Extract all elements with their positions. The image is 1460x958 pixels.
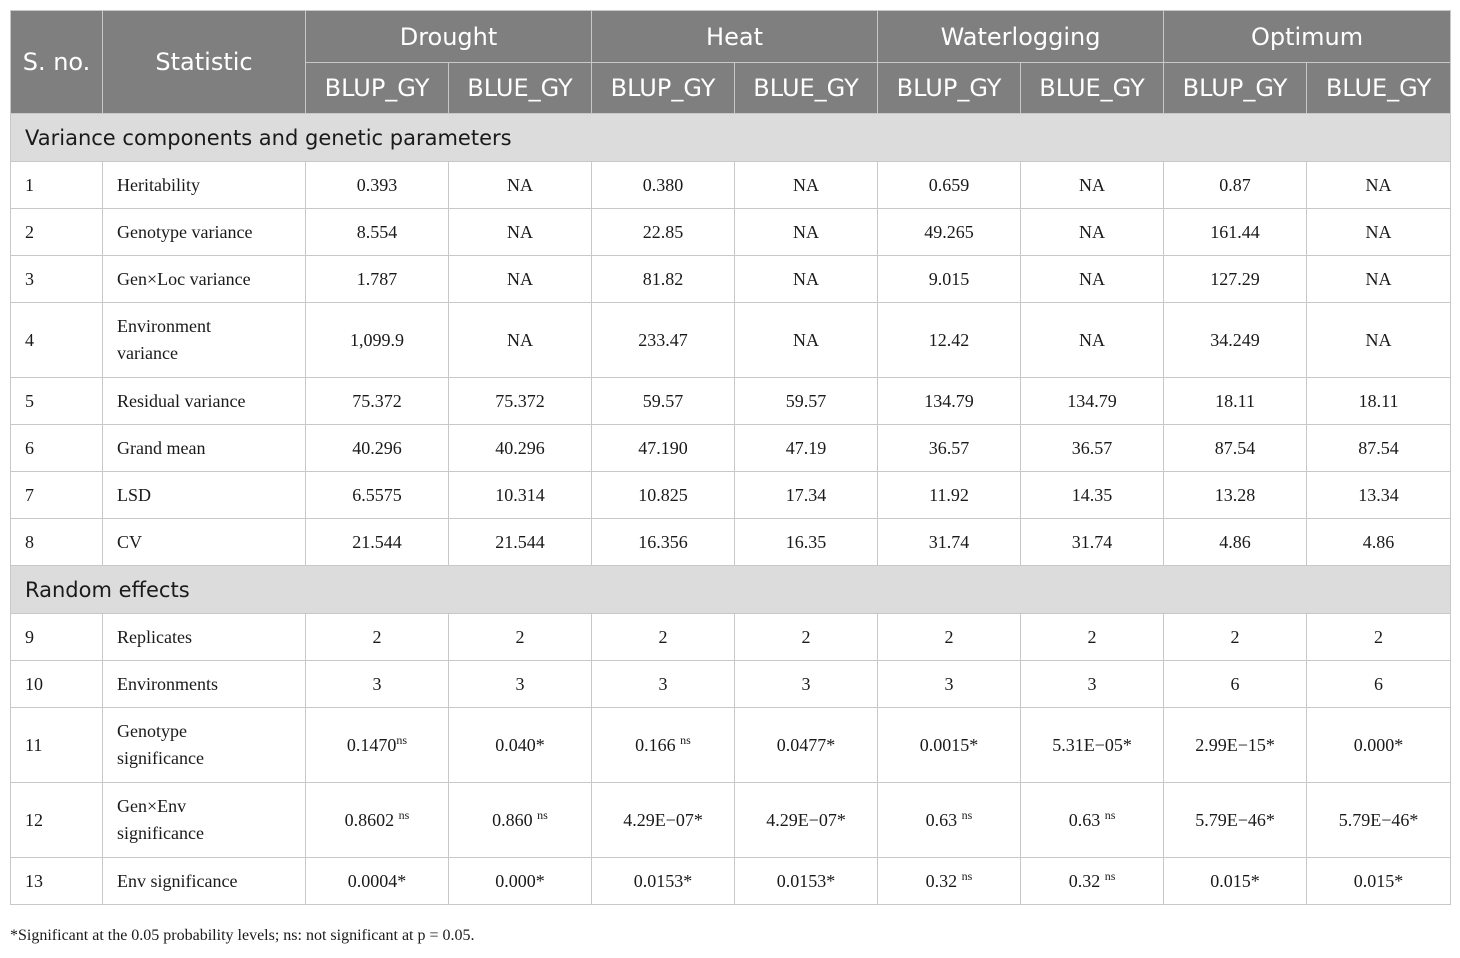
table-row <box>11 614 1451 661</box>
value-cell <box>1307 425 1451 472</box>
value-text: 2.99E−15* <box>1195 734 1275 755</box>
value-cell <box>449 783 592 858</box>
value-cell <box>1307 783 1451 858</box>
value-cell <box>449 661 592 708</box>
value-cell <box>449 378 592 425</box>
value-text: 16.356 <box>638 531 688 552</box>
value-text: 1.787 <box>356 268 398 289</box>
header-group-heat: Heat <box>592 11 878 63</box>
row-number: 6 <box>11 425 103 472</box>
value-cell <box>735 858 878 905</box>
value-text: 0.000* <box>495 870 545 891</box>
value-cell <box>592 519 735 566</box>
value-cell <box>449 425 592 472</box>
value-cell <box>592 708 735 783</box>
value-cell <box>1307 303 1451 378</box>
value-cell <box>592 303 735 378</box>
value-text: 4.86 <box>1362 531 1395 552</box>
statistics-table <box>10 10 1451 905</box>
significance-mark: ns <box>1104 868 1116 883</box>
subheader-cell: BLUE_GY <box>449 63 592 114</box>
value-cell <box>1307 661 1451 708</box>
value-cell <box>878 425 1021 472</box>
value-text: 36.57 <box>1071 437 1113 458</box>
row-statistic: Gen×Loc variance <box>103 256 306 303</box>
value-cell <box>735 708 878 783</box>
value-cell <box>306 472 449 519</box>
table-row <box>11 708 1451 783</box>
value-cell <box>449 614 592 661</box>
value-cell <box>306 425 449 472</box>
value-cell <box>306 661 449 708</box>
value-cell <box>1021 519 1164 566</box>
value-cell <box>1021 783 1164 858</box>
value-text: 3 <box>515 673 525 694</box>
value-text: 233.47 <box>638 329 688 350</box>
value-text: 2 <box>1230 626 1240 647</box>
value-text: 13.34 <box>1358 484 1399 505</box>
value-text: 0.015* <box>1353 870 1404 891</box>
value-text: 2 <box>1374 626 1384 647</box>
value-text: 18.11 <box>1215 390 1255 411</box>
value-text: NA <box>793 221 820 242</box>
value-text: 0.000* <box>1353 734 1404 755</box>
value-cell <box>1164 425 1307 472</box>
value-text: 0.0153* <box>633 870 693 891</box>
value-text: 0.0015* <box>919 734 979 755</box>
header-statistic: Statistic <box>103 11 306 114</box>
row-number: 13 <box>11 858 103 905</box>
value-text: 75.372 <box>352 390 402 411</box>
value-cell <box>735 783 878 858</box>
value-text: 6 <box>1374 673 1384 694</box>
value-text: 59.57 <box>642 390 684 411</box>
value-text: 31.74 <box>928 531 970 552</box>
subheader-cell: BLUP_GY <box>306 63 449 114</box>
significance-mark: ns <box>680 732 691 747</box>
value-text: 0.87 <box>1219 174 1251 195</box>
value-cell <box>1164 472 1307 519</box>
value-cell <box>1164 209 1307 256</box>
value-text: 10.314 <box>495 484 545 505</box>
value-cell <box>592 425 735 472</box>
value-text: 0.380 <box>642 174 684 195</box>
significance-mark: ns <box>1104 807 1116 822</box>
value-cell <box>1021 162 1164 209</box>
value-text: 3 <box>801 673 811 694</box>
value-cell <box>1021 661 1164 708</box>
table-row <box>11 858 1451 905</box>
value-cell <box>878 661 1021 708</box>
row-number: 10 <box>11 661 103 708</box>
row-statistic: Env significance <box>103 858 306 905</box>
section-variance-components <box>11 114 1451 162</box>
value-text: 9.015 <box>928 268 970 289</box>
value-text: 0.63 <box>925 809 962 830</box>
value-cell <box>449 472 592 519</box>
value-text: 18.11 <box>1358 390 1399 411</box>
value-cell <box>1164 378 1307 425</box>
table-row <box>11 378 1451 425</box>
value-text: 2 <box>658 626 668 647</box>
value-text: 0.0477* <box>776 734 836 755</box>
value-cell <box>306 858 449 905</box>
value-cell <box>1307 519 1451 566</box>
value-cell <box>449 303 592 378</box>
value-cell <box>1021 472 1164 519</box>
value-text: NA <box>793 329 820 350</box>
value-cell <box>592 209 735 256</box>
value-cell <box>1021 858 1164 905</box>
value-cell <box>306 303 449 378</box>
row-statistic: Environments <box>103 661 306 708</box>
value-cell <box>592 783 735 858</box>
value-text: 5.31E−05* <box>1052 734 1132 755</box>
section-random-effects-label: Random effects <box>11 566 1451 614</box>
value-text: 0.166 <box>635 734 681 755</box>
value-cell <box>735 378 878 425</box>
value-text: 22.85 <box>642 221 684 242</box>
value-text: 4.29E−07* <box>623 809 703 830</box>
value-text: 40.296 <box>352 437 402 458</box>
value-cell <box>1164 661 1307 708</box>
subheader-cell: BLUP_GY <box>592 63 735 114</box>
table-row <box>11 783 1451 858</box>
subheader-cell: BLUP_GY <box>878 63 1021 114</box>
table-row <box>11 425 1451 472</box>
row-number: 5 <box>11 378 103 425</box>
value-text: 0.1470 <box>346 734 397 755</box>
row-number: 11 <box>11 708 103 783</box>
value-text: 134.79 <box>924 390 974 411</box>
value-text: 2 <box>515 626 525 647</box>
value-cell <box>1021 256 1164 303</box>
row-number: 9 <box>11 614 103 661</box>
value-cell <box>592 614 735 661</box>
value-cell <box>592 256 735 303</box>
table-row <box>11 303 1451 378</box>
row-statistic: Replicates <box>103 614 306 661</box>
value-text: 0.0153* <box>776 870 836 891</box>
value-cell <box>1307 378 1451 425</box>
value-cell <box>735 472 878 519</box>
value-text: 1,099.9 <box>350 329 404 350</box>
value-text: 21.544 <box>352 531 402 552</box>
value-text: NA <box>1365 174 1392 195</box>
value-cell <box>878 858 1021 905</box>
row-statistic: Genotype significance <box>103 708 306 783</box>
row-number: 4 <box>11 303 103 378</box>
value-cell <box>1307 614 1451 661</box>
value-cell <box>1164 256 1307 303</box>
value-text: 3 <box>944 673 954 694</box>
value-text: 134.79 <box>1067 390 1117 411</box>
value-text: 0.32 <box>1068 870 1105 891</box>
value-text: 81.82 <box>642 268 684 289</box>
value-text: NA <box>1365 221 1392 242</box>
row-statistic: Grand mean <box>103 425 306 472</box>
value-text: 87.54 <box>1358 437 1399 458</box>
value-text: 3 <box>372 673 382 694</box>
value-cell <box>306 209 449 256</box>
subheader-cell: BLUE_GY <box>1021 63 1164 114</box>
value-cell <box>306 378 449 425</box>
value-cell <box>878 614 1021 661</box>
table-header <box>11 11 1451 114</box>
value-cell <box>1021 303 1164 378</box>
row-number: 2 <box>11 209 103 256</box>
row-statistic: LSD <box>103 472 306 519</box>
value-text: 2 <box>372 626 382 647</box>
value-cell <box>1021 378 1164 425</box>
significance-mark: ns <box>961 807 973 822</box>
value-cell <box>1307 162 1451 209</box>
value-text: 0.040* <box>495 734 545 755</box>
value-text: 4.86 <box>1219 531 1251 552</box>
value-text: NA <box>507 329 533 350</box>
value-text: NA <box>1365 268 1392 289</box>
value-cell <box>449 256 592 303</box>
value-cell <box>735 614 878 661</box>
row-statistic: Residual variance <box>103 378 306 425</box>
table-footnote: *Significant at the 0.05 probability levels; ns: not significant at p = 0.05. <box>10 927 475 944</box>
value-cell <box>1164 519 1307 566</box>
row-statistic: Genotype variance <box>103 209 306 256</box>
subheader-cell: BLUE_GY <box>1307 63 1451 114</box>
value-cell <box>449 209 592 256</box>
value-text: 4.29E−07* <box>766 809 846 830</box>
row-statistic: Environment variance <box>103 303 306 378</box>
value-text: 21.544 <box>495 531 545 552</box>
value-cell <box>1021 614 1164 661</box>
value-cell <box>735 519 878 566</box>
subheader-cell: BLUP_GY <box>1164 63 1307 114</box>
value-text: 47.19 <box>785 437 827 458</box>
value-cell <box>449 708 592 783</box>
value-text: 0.015* <box>1210 870 1260 891</box>
value-cell <box>306 256 449 303</box>
value-text: NA <box>1079 268 1106 289</box>
value-cell <box>1021 708 1164 783</box>
value-text: 49.265 <box>924 221 974 242</box>
value-text: 5.79E−46* <box>1338 809 1419 830</box>
value-text: 31.74 <box>1071 531 1113 552</box>
value-text: NA <box>507 268 533 289</box>
significance-mark: ns <box>398 807 410 822</box>
value-text: 0.860 <box>492 809 538 830</box>
value-cell <box>1164 303 1307 378</box>
value-cell <box>306 783 449 858</box>
value-cell <box>735 303 878 378</box>
value-text: 10.825 <box>638 484 688 505</box>
value-text: 14.35 <box>1071 484 1113 505</box>
section-random-effects <box>11 566 1451 614</box>
value-text: 0.32 <box>925 870 962 891</box>
value-text: 34.249 <box>1210 329 1260 350</box>
value-text: NA <box>1079 174 1106 195</box>
value-cell <box>449 519 592 566</box>
value-text: 87.54 <box>1214 437 1256 458</box>
row-number: 8 <box>11 519 103 566</box>
value-cell <box>878 708 1021 783</box>
value-text: 17.34 <box>785 484 827 505</box>
value-cell <box>878 209 1021 256</box>
value-text: 59.57 <box>785 390 827 411</box>
value-text: 8.554 <box>356 221 398 242</box>
table-body <box>11 114 1451 905</box>
value-cell <box>878 472 1021 519</box>
value-text: 0.393 <box>356 174 398 195</box>
subheader-cell: BLUE_GY <box>735 63 878 114</box>
value-text: 16.35 <box>785 531 827 552</box>
value-cell <box>592 162 735 209</box>
value-text: 47.190 <box>638 437 688 458</box>
value-text: 127.29 <box>1210 268 1260 289</box>
value-text: 2 <box>944 626 954 647</box>
value-cell <box>878 783 1021 858</box>
value-cell <box>592 661 735 708</box>
value-cell <box>1164 162 1307 209</box>
value-text: 6.5575 <box>352 484 402 505</box>
value-cell <box>878 303 1021 378</box>
value-cell <box>1021 209 1164 256</box>
value-cell <box>592 472 735 519</box>
value-text: 0.63 <box>1068 809 1105 830</box>
value-cell <box>1307 209 1451 256</box>
table-container <box>10 10 1450 905</box>
value-cell <box>878 162 1021 209</box>
value-cell <box>735 661 878 708</box>
value-text: 0.0004* <box>347 870 407 891</box>
value-text: 11.92 <box>929 484 969 505</box>
table-row <box>11 661 1451 708</box>
header-sno: S. no. <box>11 11 103 114</box>
value-cell <box>1021 425 1164 472</box>
value-cell <box>306 708 449 783</box>
value-cell <box>878 519 1021 566</box>
value-text: 75.372 <box>495 390 545 411</box>
value-cell <box>1164 614 1307 661</box>
table-row <box>11 519 1451 566</box>
value-text: 2 <box>801 626 811 647</box>
significance-mark: ns <box>961 868 973 883</box>
value-cell <box>592 378 735 425</box>
row-number: 7 <box>11 472 103 519</box>
row-number: 1 <box>11 162 103 209</box>
value-cell <box>1307 858 1451 905</box>
value-cell <box>1307 472 1451 519</box>
value-text: 0.8602 <box>344 809 399 830</box>
value-cell <box>449 858 592 905</box>
value-cell <box>1164 858 1307 905</box>
row-number: 12 <box>11 783 103 858</box>
header-group-drought: Drought <box>306 11 592 63</box>
value-cell <box>735 209 878 256</box>
value-text: 2 <box>1087 626 1097 647</box>
row-statistic: CV <box>103 519 306 566</box>
value-text: 3 <box>1087 673 1097 694</box>
table-row <box>11 472 1451 519</box>
row-statistic: Heritability <box>103 162 306 209</box>
value-text: 0.659 <box>928 174 970 195</box>
value-text: NA <box>793 174 820 195</box>
value-text: NA <box>507 174 533 195</box>
value-cell <box>1307 256 1451 303</box>
value-cell <box>1307 708 1451 783</box>
value-cell <box>878 256 1021 303</box>
value-text: NA <box>1079 329 1106 350</box>
row-statistic: Gen×Env significance <box>103 783 306 858</box>
table-row <box>11 209 1451 256</box>
row-number: 3 <box>11 256 103 303</box>
header-group-optimum: Optimum <box>1164 11 1451 63</box>
header-group-waterlogging: Waterlogging <box>878 11 1164 63</box>
value-cell <box>592 858 735 905</box>
value-cell <box>735 256 878 303</box>
value-cell <box>1164 708 1307 783</box>
value-cell <box>306 614 449 661</box>
value-text: 3 <box>658 673 668 694</box>
significance-mark: ns <box>537 807 548 822</box>
value-text: 13.28 <box>1214 484 1256 505</box>
value-text: 6 <box>1230 673 1240 694</box>
value-cell <box>735 162 878 209</box>
value-cell <box>306 162 449 209</box>
value-text: 161.44 <box>1210 221 1260 242</box>
value-text: 36.57 <box>928 437 970 458</box>
value-cell <box>449 162 592 209</box>
value-cell <box>878 378 1021 425</box>
value-cell <box>1164 783 1307 858</box>
value-text: NA <box>1365 329 1392 350</box>
value-text: NA <box>1079 221 1106 242</box>
value-cell <box>735 425 878 472</box>
value-text: 12.42 <box>928 329 970 350</box>
table-row <box>11 256 1451 303</box>
value-cell <box>306 519 449 566</box>
table-row <box>11 162 1451 209</box>
section-variance-components-label: Variance components and genetic parameters <box>11 114 1451 162</box>
value-text: 40.296 <box>495 437 545 458</box>
value-text: NA <box>793 268 820 289</box>
value-text: 5.79E−46* <box>1195 809 1275 830</box>
value-text: NA <box>507 221 533 242</box>
significance-mark: ns <box>396 732 408 747</box>
